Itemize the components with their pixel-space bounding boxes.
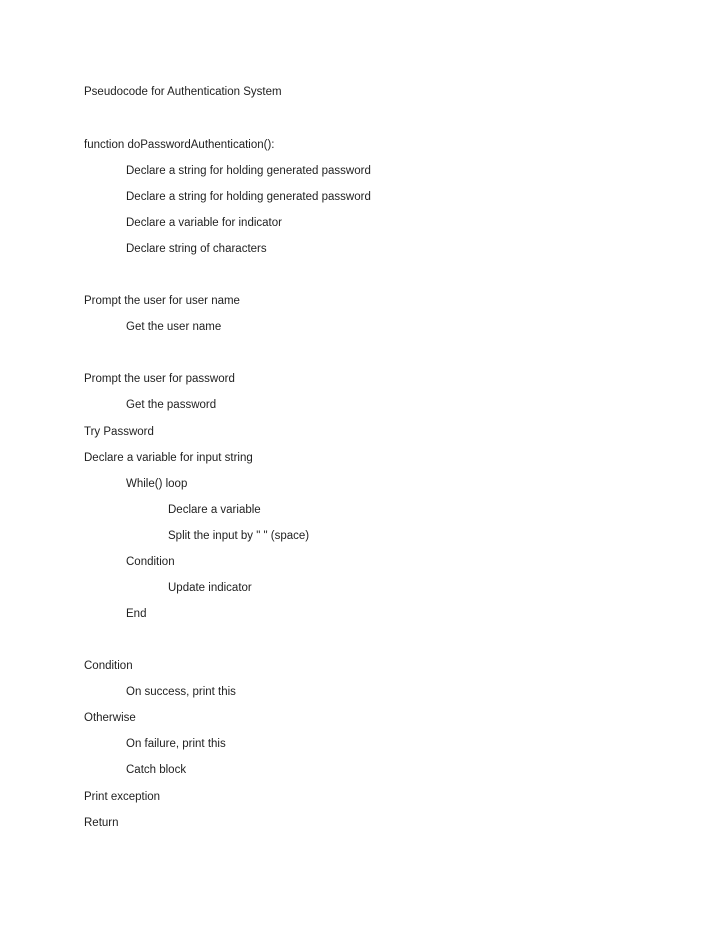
code-line: Get the user name (126, 321, 222, 333)
code-line: Declare a variable for input string (84, 452, 253, 464)
document-title: Pseudocode for Authentication System (84, 86, 282, 98)
code-line: While() loop (126, 478, 188, 490)
code-line: Otherwise (84, 712, 136, 724)
code-line: Return (84, 817, 119, 829)
code-line: Declare a string for holding generated password (126, 165, 371, 177)
code-line: Declare string of characters (126, 243, 267, 255)
code-line: Catch block (126, 764, 187, 776)
code-line: Declare a variable (168, 504, 261, 516)
code-line: Declare a variable for indicator (126, 217, 282, 229)
code-line: Condition (126, 556, 175, 568)
code-line-function: function doPasswordAuthentication(): (84, 139, 275, 151)
code-line: Split the input by " " (space) (168, 530, 310, 542)
code-line: Try Password (84, 426, 154, 438)
code-line: Prompt the user for user name (84, 295, 240, 307)
code-line: Declare a string for holding generated password (126, 191, 371, 203)
code-line: End (126, 608, 147, 620)
code-line: Print exception (84, 791, 161, 803)
code-line: Condition (84, 660, 133, 672)
code-line: Prompt the user for password (84, 373, 235, 385)
code-line: Get the password (126, 399, 217, 411)
code-line: On success, print this (126, 686, 236, 698)
code-line: Update indicator (168, 582, 252, 594)
code-line: On failure, print this (126, 738, 226, 750)
